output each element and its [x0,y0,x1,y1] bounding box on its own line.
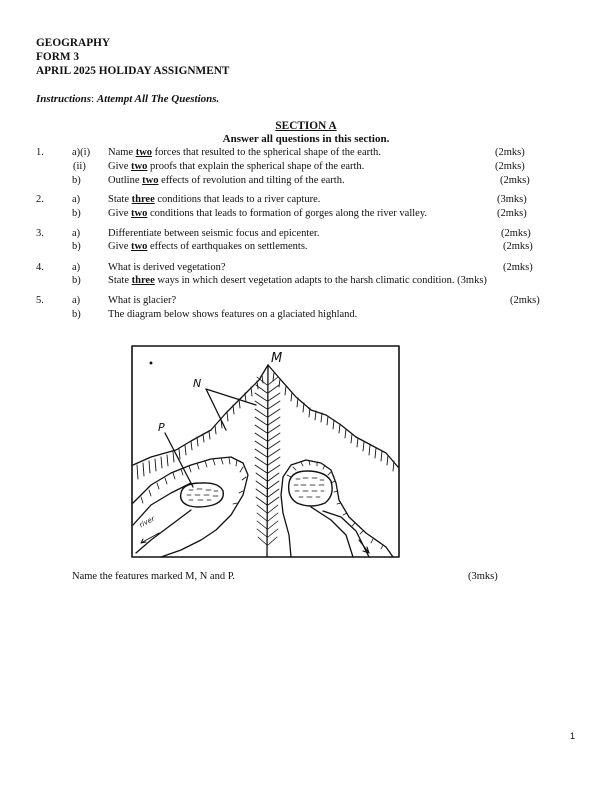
part-label: b) [72,241,81,252]
question-text: What is glacier? [108,295,177,306]
question-number: 2. [36,194,44,205]
marks: (2mks) [510,295,540,306]
question-text: State three ways in which desert vegetation adapts to the harsh climatic condition. (3mks) [108,275,487,286]
part-label: a) [72,262,81,273]
instructions: Instructions: Attempt All The Questions. [36,93,220,105]
part-label: b) [72,309,81,320]
marks: (2mks) [503,262,533,273]
label-m: M [271,351,283,366]
question-number: 1. [36,147,44,158]
question-text: Give two proofs that explain the spherical shape of the earth. [108,161,365,172]
part-label: a) [72,295,81,306]
part-label: b) [72,275,81,286]
form-heading: FORM 3 [36,51,79,63]
subject-heading: GEOGRAPHY [36,37,111,49]
part-label: a) [72,228,81,239]
question-text: Differentiate between seismic focus and epicenter. [108,228,320,239]
part-label: a) [72,194,81,205]
followup-marks: (3mks) [468,571,498,582]
question-text: Outline two effects of revolution and tilting of the earth. [108,175,345,186]
part-label: (ii) [73,161,86,172]
marks: (2mks) [503,241,533,252]
question-number: 4. [36,262,44,273]
question-text: Give two conditions that leads to formation of gorges along the river valley. [108,208,428,219]
instructions-text: Attempt All The Questions. [96,93,220,105]
marks: (2mks) [495,161,525,172]
label-river: river [138,514,157,530]
glaciated-highland-diagram [131,345,400,558]
label-n: N [193,377,202,390]
marks: (2mks) [495,147,525,158]
label-p: P [158,421,165,434]
question-number: 5. [36,295,44,306]
section-subtitle: Answer all questions in this section. [222,133,390,145]
instructions-label: Instructions [36,93,92,105]
question-number: 3. [36,228,44,239]
marks: (3mks) [497,194,527,205]
part-label: b) [72,175,81,186]
page-number: 1 [570,731,576,741]
question-text: Give two effects of earthquakes on settlements. [108,241,308,252]
marks: (2mks) [497,208,527,219]
marks: (2mks) [500,175,530,186]
part-label: b) [72,208,81,219]
question-text: What is derived vegetation? [108,262,226,273]
assignment-title: APRIL 2025 HOLIDAY ASSIGNMENT [36,65,230,77]
question-text: The diagram below shows features on a glaciated highland. [108,309,358,320]
question-text: Name two forces that resulted to the spherical shape of the earth. [108,147,381,158]
section-title: SECTION A [275,120,337,132]
question-text: State three conditions that leads to a river capture. [108,194,321,205]
part-label: a)(i) [72,147,91,158]
followup-question: Name the features marked M, N and P. [72,571,235,582]
marks: (2mks) [501,228,531,239]
